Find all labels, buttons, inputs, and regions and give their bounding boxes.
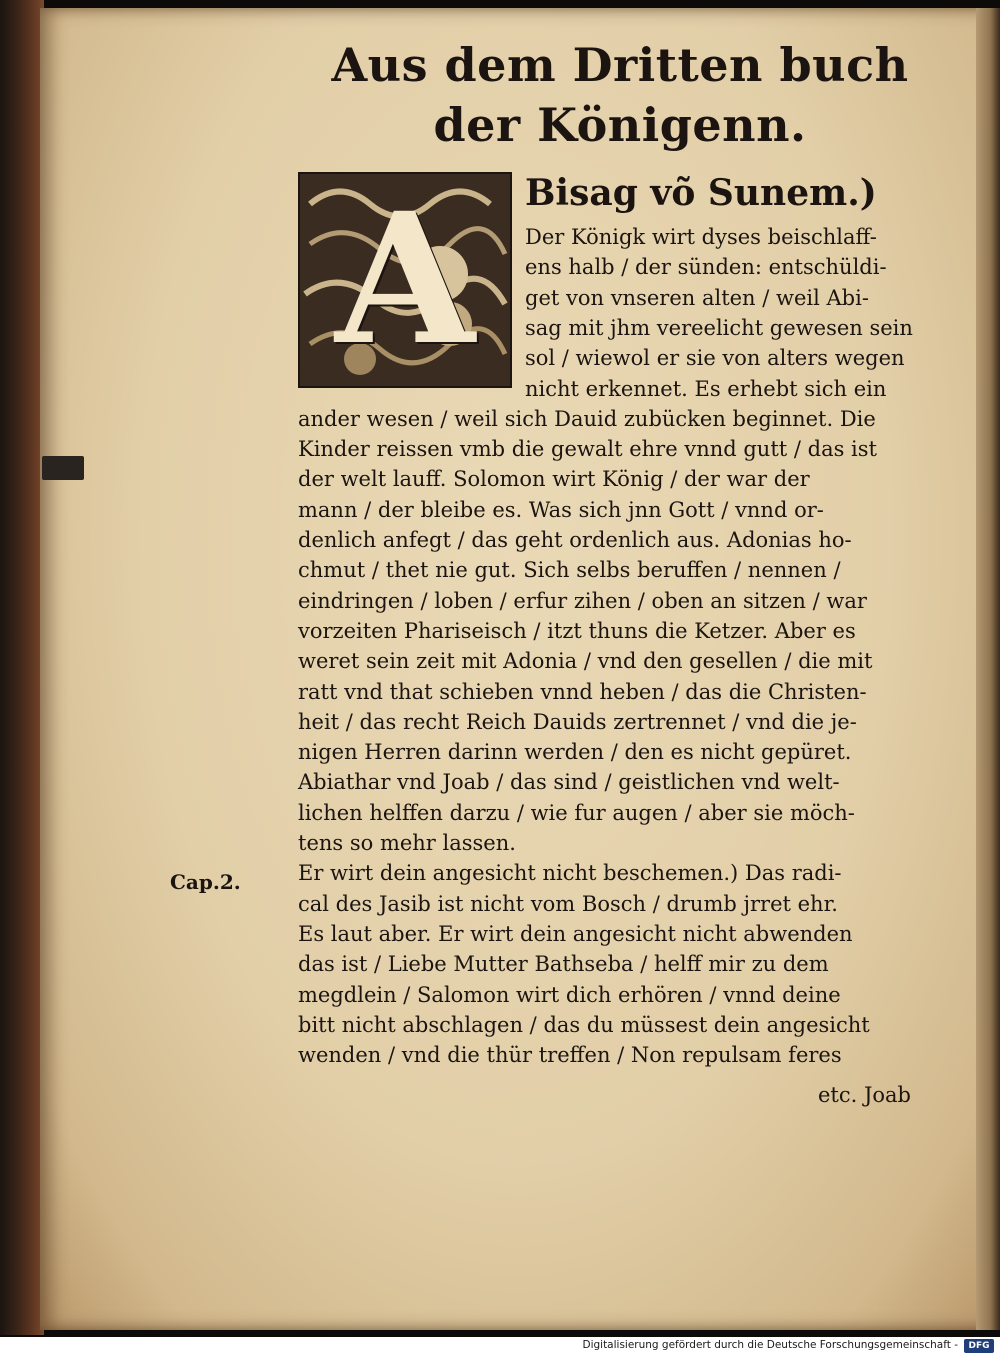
body-line: Der Königk wirt dyses beischlaff- xyxy=(525,225,877,249)
body-line: cal des Jasib ist nicht vom Bosch / drumb jrret ehr. xyxy=(298,891,838,916)
body-line: der welt lauff. Solomon wirt König / der war der xyxy=(298,467,810,492)
body-line: heit / das recht Reich Dauids zertrennet / vnd die je- xyxy=(298,709,857,734)
body-line: ratt vnd that schieben vnnd heben / das die Christen- xyxy=(298,679,867,704)
bookmark-tab xyxy=(42,456,84,480)
body-line: megdlein / Salomon wirt dich erhören / vnnd deine xyxy=(298,982,841,1007)
body-line: mann / der bleibe es. Was sich jnn Gott / vnnd or- xyxy=(298,497,824,522)
body-line: weret sein zeit mit Adonia / vnd den gesellen / die mit xyxy=(298,649,873,674)
body-line: nigen Herren darinn werden / den es nicht gepüret. xyxy=(298,740,852,765)
page-title-line1: Aus dem Dritten buch xyxy=(331,38,909,92)
footer-credit: Digitalisierung gefördert durch die Deutsche Forschungsgemeinschaft - xyxy=(582,1339,958,1351)
body-line: ander wesen / weil sich Dauid zubücken beginnet. Die xyxy=(298,406,876,431)
body-line: denlich anfegt / das geht ordenlich aus. Adonias ho- xyxy=(298,528,852,552)
decorated-initial xyxy=(298,172,512,388)
body-line: vorzeiten Phariseisch / itzt thuns die Ketzer. Aber es xyxy=(298,618,856,643)
body-line: nicht erkennet. Es erhebt sich ein xyxy=(525,376,887,401)
body-line: Abiathar vnd Joab / das sind / geistlichen vnd welt- xyxy=(298,770,840,795)
initial-letter: A xyxy=(335,174,475,385)
body-line: lichen helffen darzu / wie fur augen / aber sie möch- xyxy=(298,800,855,825)
body-line: Er wirt dein angesicht nicht beschemen.) Das radi- xyxy=(298,861,842,886)
body-line: chmut / thet nie gut. Sich selbs beruffen / nennen / xyxy=(298,558,841,583)
body-line: sol / wiewol er sie von alters wegen xyxy=(525,346,905,371)
page-title-line2: der Königenn. xyxy=(433,98,807,152)
body-line: wenden / vnd die thür treffen / Non repulsam feres xyxy=(298,1043,842,1068)
body-line: ens halb / der sünden: entschüldi- xyxy=(525,255,887,280)
body-line: Es laut aber. Er wirt dein angesicht nicht abwenden xyxy=(298,921,853,946)
dfg-logo: DFG xyxy=(964,1339,994,1353)
book-binding xyxy=(0,0,44,1335)
section-heading: Bisag võ Sunem.) xyxy=(525,172,877,214)
body-line: eindringen / loben / erfur zihen / oben an sitzen / war xyxy=(298,588,867,613)
marginal-note: Cap.2. xyxy=(170,870,241,894)
body-line: tens so mehr lassen. xyxy=(298,831,516,855)
body-line: bitt nicht abschlagen / das du müssest dein angesicht xyxy=(298,1012,870,1037)
body-line: Kinder reissen vmb die gewalt ehre vnnd gutt / das ist xyxy=(298,437,877,462)
page-edge xyxy=(976,8,1000,1330)
body-line: sag mit jhm vereelicht gewesen sein xyxy=(525,315,913,340)
catchword: etc. Joab xyxy=(818,1083,912,1107)
body-line: das ist / Liebe Mutter Bathseba / helff mir zu dem xyxy=(298,952,829,977)
body-line: get von vnseren alten / weil Abi- xyxy=(525,285,869,310)
